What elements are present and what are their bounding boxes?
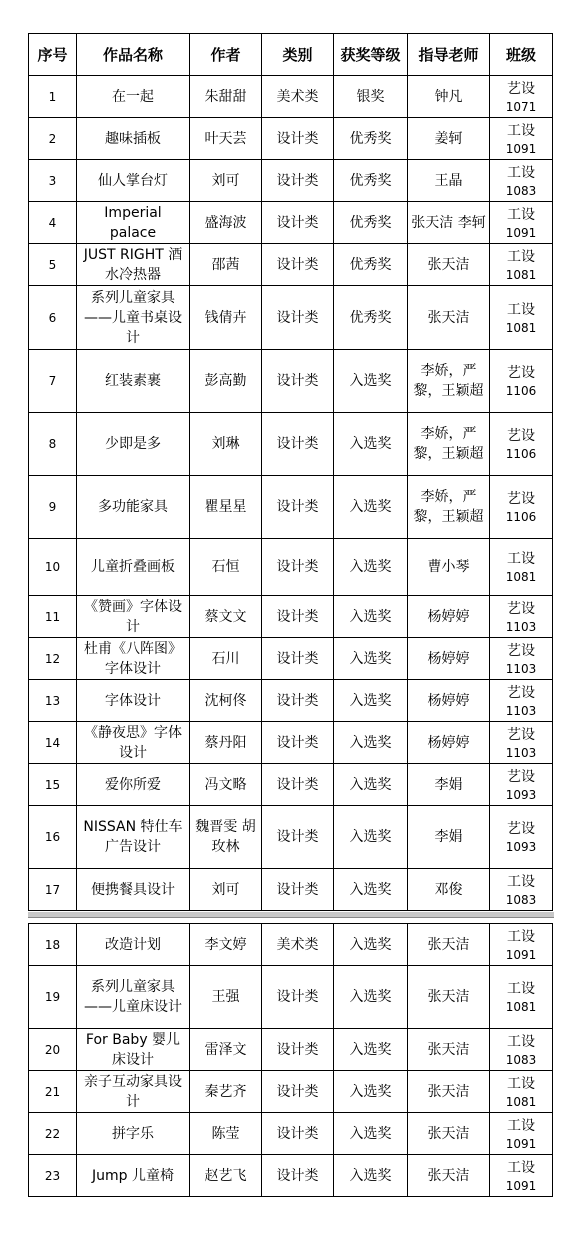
- table-row: [29, 722, 553, 764]
- work-title: 仙人掌台灯: [77, 160, 190, 202]
- work-title: 亲子互动家具设计: [77, 1071, 190, 1113]
- class-name: 工设: [507, 1075, 535, 1092]
- row-number: 8: [29, 413, 77, 476]
- class-cell: [490, 118, 553, 160]
- class-name: 工设: [507, 164, 535, 181]
- teacher: 邓俊: [408, 869, 490, 911]
- award-level: 入选奖: [334, 806, 408, 869]
- work-title: 儿童折叠画板: [77, 539, 190, 596]
- category: 设计类: [262, 244, 334, 286]
- class-cell: [490, 680, 553, 722]
- category: 设计类: [262, 539, 334, 596]
- work-title: 《静夜思》字体设计: [77, 722, 190, 764]
- teacher: 张天洁: [408, 1071, 490, 1113]
- author: 钱倩卉: [190, 286, 262, 350]
- header-category: 类别: [262, 34, 334, 76]
- award-level: 优秀奖: [334, 160, 408, 202]
- class-name: 工设: [507, 551, 535, 567]
- class-cell: [490, 413, 553, 476]
- class-name: 工设: [507, 1117, 535, 1134]
- category: 设计类: [262, 966, 334, 1029]
- teacher: 李娟: [408, 764, 490, 806]
- table-row: [29, 202, 553, 244]
- class-cell: [490, 966, 553, 1029]
- row-number: 5: [29, 244, 77, 286]
- category: 设计类: [262, 869, 334, 911]
- table-row: [29, 638, 553, 680]
- table-row: [29, 680, 553, 722]
- class-number: 1091: [505, 947, 537, 962]
- award-table-part1: [28, 33, 553, 911]
- class-name: 工设: [507, 873, 535, 890]
- author: 刘可: [190, 160, 262, 202]
- award-level: 优秀奖: [334, 244, 408, 286]
- award-level: 入选奖: [334, 596, 408, 638]
- teacher: 李娇，严黎，王颖超: [408, 413, 490, 476]
- teacher: 张天洁: [408, 1113, 490, 1155]
- work-title: 改造计划: [77, 924, 190, 966]
- row-number: 22: [29, 1113, 77, 1155]
- class-number: 1091: [505, 1178, 537, 1193]
- class-number: 1083: [505, 1052, 537, 1067]
- category: 设计类: [262, 350, 334, 413]
- class-cell: [490, 244, 553, 286]
- class-cell: [490, 160, 553, 202]
- author: 雷泽文: [190, 1029, 262, 1071]
- page-break-divider: [28, 912, 554, 918]
- category: 设计类: [262, 1029, 334, 1071]
- row-number: 6: [29, 286, 77, 350]
- teacher: 李娇，严黎，王颖超: [408, 476, 490, 539]
- class-number: 1091: [505, 141, 537, 156]
- class-name: 工设: [507, 1033, 535, 1050]
- category: 设计类: [262, 413, 334, 476]
- award-level: 入选奖: [334, 869, 408, 911]
- class-number: 1081: [505, 267, 537, 282]
- award-level: 入选奖: [334, 413, 408, 476]
- class-number: 1106: [505, 447, 537, 461]
- award-level: 入选奖: [334, 1029, 408, 1071]
- table-row: [29, 160, 553, 202]
- table-row: [29, 350, 553, 413]
- author: 秦艺齐: [190, 1071, 262, 1113]
- teacher: 杨婷婷: [408, 722, 490, 764]
- class-name: 工设: [507, 928, 535, 945]
- class-number: 1083: [505, 892, 537, 907]
- class-name: 工设: [507, 122, 535, 139]
- table-row: [29, 539, 553, 596]
- work-title: 趣味插板: [77, 118, 190, 160]
- teacher: 杨婷婷: [408, 680, 490, 722]
- author: 石恒: [190, 539, 262, 596]
- award-level: 入选奖: [334, 680, 408, 722]
- class-cell: [490, 869, 553, 911]
- author: 刘琳: [190, 413, 262, 476]
- row-number: 12: [29, 638, 77, 680]
- class-name: 艺设: [507, 365, 535, 381]
- header-title: 作品名称: [77, 34, 190, 76]
- class-number: 1071: [505, 99, 537, 114]
- class-name: 艺设: [507, 600, 535, 617]
- class-cell: [490, 1113, 553, 1155]
- award-level: 入选奖: [334, 1071, 408, 1113]
- class-cell: [490, 596, 553, 638]
- work-title: 杜甫《八阵图》字体设计: [77, 638, 190, 680]
- header-award: 获奖等级: [334, 34, 408, 76]
- author: 魏晋雯 胡玫林: [190, 806, 262, 869]
- category: 设计类: [262, 638, 334, 680]
- teacher: 姜轲: [408, 118, 490, 160]
- work-title: For Baby 婴儿床设计: [77, 1029, 190, 1071]
- header-row: [29, 34, 553, 76]
- class-name: 艺设: [507, 726, 535, 743]
- category: 美术类: [262, 924, 334, 966]
- award-level: 优秀奖: [334, 202, 408, 244]
- author: 彭高勤: [190, 350, 262, 413]
- author: 王强: [190, 966, 262, 1029]
- author: 沈柯佟: [190, 680, 262, 722]
- work-title: 系列儿童家具——儿童床设计: [77, 966, 190, 1029]
- row-number: 19: [29, 966, 77, 1029]
- award-level: 入选奖: [334, 476, 408, 539]
- category: 设计类: [262, 596, 334, 638]
- work-title: 便携餐具设计: [77, 869, 190, 911]
- class-name: 艺设: [507, 491, 535, 507]
- class-name: 艺设: [507, 684, 535, 701]
- table-row: [29, 118, 553, 160]
- class-cell: [490, 806, 553, 869]
- table-row: [29, 764, 553, 806]
- class-cell: [490, 286, 553, 350]
- award-level: 入选奖: [334, 722, 408, 764]
- row-number: 16: [29, 806, 77, 869]
- row-number: 15: [29, 764, 77, 806]
- class-name: 工设: [507, 981, 535, 997]
- category: 设计类: [262, 806, 334, 869]
- row-number: 18: [29, 924, 77, 966]
- award-level: 入选奖: [334, 638, 408, 680]
- table-row: [29, 286, 553, 350]
- class-cell: [490, 476, 553, 539]
- teacher: 杨婷婷: [408, 596, 490, 638]
- row-number: 10: [29, 539, 77, 596]
- category: 设计类: [262, 202, 334, 244]
- author: 朱甜甜: [190, 76, 262, 118]
- table-row: [29, 966, 553, 1029]
- row-number: 7: [29, 350, 77, 413]
- category: 设计类: [262, 286, 334, 350]
- row-number: 9: [29, 476, 77, 539]
- category: 设计类: [262, 160, 334, 202]
- class-name: 工设: [507, 248, 535, 265]
- teacher: 张天洁: [408, 1155, 490, 1197]
- author: 邵茜: [190, 244, 262, 286]
- teacher: 李娇，严黎，王颖超: [408, 350, 490, 413]
- class-number: 1091: [505, 1136, 537, 1151]
- teacher: 张天洁: [408, 1029, 490, 1071]
- teacher: 张天洁 李轲: [408, 202, 490, 244]
- author: 叶天芸: [190, 118, 262, 160]
- category: 设计类: [262, 476, 334, 539]
- class-cell: [490, 76, 553, 118]
- class-cell: [490, 1155, 553, 1197]
- class-cell: [490, 764, 553, 806]
- table-row: [29, 924, 553, 966]
- work-title: JUST RIGHT 酒水冷热器: [77, 244, 190, 286]
- class-number: 1103: [505, 619, 537, 634]
- table-row: [29, 476, 553, 539]
- category: 设计类: [262, 1155, 334, 1197]
- award-level: 入选奖: [334, 764, 408, 806]
- class-number: 1083: [505, 183, 537, 198]
- author: 赵艺飞: [190, 1155, 262, 1197]
- header-no: 序号: [29, 34, 77, 76]
- class-name: 工设: [507, 1159, 535, 1176]
- work-title: 系列儿童家具——儿童书桌设计: [77, 286, 190, 350]
- class-cell: [490, 1029, 553, 1071]
- teacher: 钟凡: [408, 76, 490, 118]
- author: 陈莹: [190, 1113, 262, 1155]
- work-title: NISSAN 特仕车 广告设计: [77, 806, 190, 869]
- row-number: 2: [29, 118, 77, 160]
- category: 设计类: [262, 722, 334, 764]
- class-name: 艺设: [507, 768, 535, 785]
- category: 设计类: [262, 680, 334, 722]
- class-number: 1081: [505, 570, 537, 584]
- row-number: 23: [29, 1155, 77, 1197]
- class-cell: [490, 638, 553, 680]
- header-teacher: 指导老师: [408, 34, 490, 76]
- teacher: 张天洁: [408, 924, 490, 966]
- row-number: 17: [29, 869, 77, 911]
- class-name: 艺设: [507, 642, 535, 659]
- class-name: 工设: [507, 301, 535, 318]
- category: 美术类: [262, 76, 334, 118]
- award-level: 银奖: [334, 76, 408, 118]
- teacher: 曹小琴: [408, 539, 490, 596]
- table-row: [29, 806, 553, 869]
- table-row: [29, 1113, 553, 1155]
- award-level: 优秀奖: [334, 286, 408, 350]
- table-row: [29, 869, 553, 911]
- table-row: [29, 596, 553, 638]
- row-number: 3: [29, 160, 77, 202]
- class-number: 1093: [505, 787, 537, 802]
- award-level: 入选奖: [334, 1155, 408, 1197]
- author: 蔡丹阳: [190, 722, 262, 764]
- award-level: 优秀奖: [334, 118, 408, 160]
- class-cell: [490, 722, 553, 764]
- class-number: 1081: [505, 320, 537, 335]
- table-row: [29, 1029, 553, 1071]
- author: 刘可: [190, 869, 262, 911]
- award-level: 入选奖: [334, 1113, 408, 1155]
- class-cell: [490, 539, 553, 596]
- teacher: 杨婷婷: [408, 638, 490, 680]
- work-title: Imperial palace: [77, 202, 190, 244]
- table-row: [29, 244, 553, 286]
- class-number: 1081: [505, 1000, 537, 1014]
- work-title: 《赞画》字体设计: [77, 596, 190, 638]
- teacher: 张天洁: [408, 244, 490, 286]
- author: 石川: [190, 638, 262, 680]
- category: 设计类: [262, 764, 334, 806]
- class-number: 1103: [505, 703, 537, 718]
- author: 冯文略: [190, 764, 262, 806]
- row-number: 20: [29, 1029, 77, 1071]
- work-title: 在一起: [77, 76, 190, 118]
- class-number: 1081: [505, 1094, 537, 1109]
- table-row: [29, 413, 553, 476]
- author: 盛海波: [190, 202, 262, 244]
- class-name: 艺设: [507, 821, 535, 837]
- table-row: [29, 1071, 553, 1113]
- award-level: 入选奖: [334, 350, 408, 413]
- class-name: 艺设: [507, 428, 535, 444]
- teacher: 王晶: [408, 160, 490, 202]
- teacher: 张天洁: [408, 966, 490, 1029]
- row-number: 4: [29, 202, 77, 244]
- work-title: 少即是多: [77, 413, 190, 476]
- class-cell: [490, 350, 553, 413]
- class-number: 1106: [505, 384, 537, 398]
- author: 蔡文文: [190, 596, 262, 638]
- class-cell: [490, 202, 553, 244]
- work-title: 红装素裹: [77, 350, 190, 413]
- award-table-part2: [28, 923, 553, 1197]
- row-number: 1: [29, 76, 77, 118]
- header-class: 班级: [490, 34, 553, 76]
- class-cell: [490, 924, 553, 966]
- class-number: 1103: [505, 745, 537, 760]
- row-number: 21: [29, 1071, 77, 1113]
- category: 设计类: [262, 1113, 334, 1155]
- award-level: 入选奖: [334, 924, 408, 966]
- category: 设计类: [262, 1071, 334, 1113]
- work-title: Jump 儿童椅: [77, 1155, 190, 1197]
- class-name: 工设: [507, 206, 535, 223]
- work-title: 爱你所爱: [77, 764, 190, 806]
- class-number: 1093: [505, 840, 537, 854]
- teacher: 李娟: [408, 806, 490, 869]
- row-number: 11: [29, 596, 77, 638]
- row-number: 13: [29, 680, 77, 722]
- award-level: 入选奖: [334, 539, 408, 596]
- award-level: 入选奖: [334, 966, 408, 1029]
- author: 李文婷: [190, 924, 262, 966]
- class-cell: [490, 1071, 553, 1113]
- class-number: 1091: [505, 225, 537, 240]
- table-row: [29, 76, 553, 118]
- work-title: 多功能家具: [77, 476, 190, 539]
- header-author: 作者: [190, 34, 262, 76]
- class-number: 1103: [505, 661, 537, 676]
- author: 瞿星星: [190, 476, 262, 539]
- table-row: [29, 1155, 553, 1197]
- class-number: 1106: [505, 510, 537, 524]
- work-title: 拼字乐: [77, 1113, 190, 1155]
- row-number: 14: [29, 722, 77, 764]
- teacher: 张天洁: [408, 286, 490, 350]
- class-name: 艺设: [507, 80, 535, 97]
- work-title: 字体设计: [77, 680, 190, 722]
- category: 设计类: [262, 118, 334, 160]
